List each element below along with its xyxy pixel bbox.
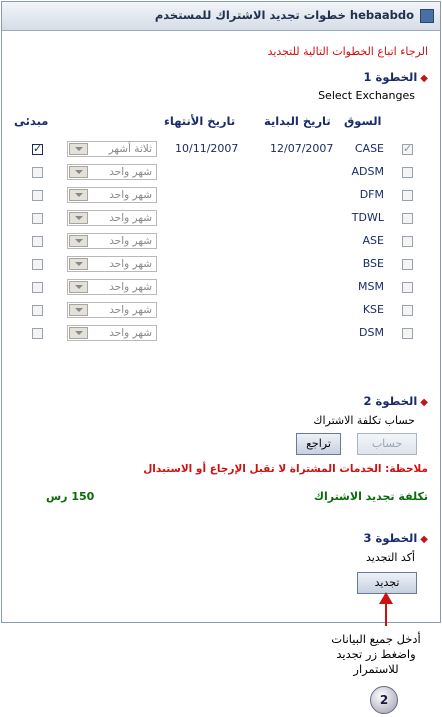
period-select[interactable]: [67, 325, 157, 341]
instruction-note: أدخل جميع البيانات واضغط زر تجديد للاستمرار: [331, 632, 421, 676]
period-value: شهر واحد: [109, 212, 152, 224]
period-select[interactable]: [67, 256, 157, 272]
market-checkbox[interactable]: [402, 328, 413, 339]
market-checkbox[interactable]: [402, 282, 413, 293]
exchange-code: DFM: [359, 188, 384, 201]
step-badge: 2: [370, 686, 398, 714]
period-value: شهر واحد: [109, 304, 152, 316]
step-arrow-icon: ◆: [420, 534, 428, 545]
chevron-down-icon: [69, 212, 88, 224]
end-date: 10/11/2007: [175, 142, 239, 155]
chevron-down-icon: [69, 258, 88, 270]
initial-checkbox[interactable]: [32, 328, 43, 339]
period-value: شهر واحد: [109, 258, 152, 270]
step2-heading: ◆الخطوة 2: [363, 394, 428, 408]
initial-checkbox[interactable]: [32, 282, 43, 293]
exchange-code: TDWL: [351, 211, 384, 224]
intro-text: الرجاء اتباع الخطوات التالية للتجديد: [267, 45, 428, 58]
step1-subtitle: Select Exchanges: [318, 89, 415, 102]
window-title: hebaabdo خطوات تجديد الاشتراك للمستخدم: [154, 8, 414, 22]
period-select[interactable]: [67, 141, 157, 157]
cost-value: 150 رس: [46, 490, 95, 503]
chevron-down-icon: [69, 281, 88, 293]
period-select[interactable]: [67, 164, 157, 180]
header-market: السوق: [344, 114, 382, 128]
initial-checkbox[interactable]: [32, 259, 43, 270]
period-value: شهر واحد: [109, 327, 152, 339]
chevron-down-icon: [69, 166, 88, 178]
period-select[interactable]: [67, 302, 157, 318]
exchange-code: ASE: [362, 234, 384, 247]
period-value: شهر واحد: [109, 235, 152, 247]
header-initial: مبدئى: [14, 114, 49, 128]
start-date: 12/07/2007: [270, 142, 334, 155]
step-arrow-icon: ◆: [420, 73, 428, 84]
exchange-code: DSM: [359, 326, 384, 339]
market-checkbox[interactable]: [402, 213, 413, 224]
step3-subtitle: أكد التجديد: [365, 551, 415, 564]
step1-heading: ◆الخطوة 1: [363, 70, 428, 84]
period-value: شهر واحد: [109, 166, 152, 178]
market-checkbox[interactable]: [402, 167, 413, 178]
market-checkbox[interactable]: [402, 259, 413, 270]
period-select[interactable]: [67, 233, 157, 249]
exchange-code: BSE: [362, 257, 384, 270]
title-bar: [2, 2, 440, 31]
chevron-down-icon: [69, 235, 88, 247]
chevron-down-icon: [69, 304, 88, 316]
exchange-code: CASE: [354, 142, 384, 155]
step2-subtitle: حساب تكلفة الاشتراك: [313, 414, 415, 427]
header-end-date: تاريخ الأنتهاء: [164, 114, 236, 128]
period-value: شهر واحد: [109, 281, 152, 293]
period-value: ثلاثة أشهر: [108, 143, 152, 155]
initial-checkbox[interactable]: [32, 213, 43, 224]
market-checkbox[interactable]: [402, 305, 413, 316]
market-checkbox[interactable]: [402, 236, 413, 247]
back-button[interactable]: تراجع: [296, 433, 341, 455]
chevron-down-icon: [69, 189, 88, 201]
exchange-code: KSE: [362, 303, 384, 316]
exchange-code: MSM: [358, 280, 384, 293]
initial-checkbox[interactable]: [32, 190, 43, 201]
exchange-code: ADSM: [351, 165, 384, 178]
period-select[interactable]: [67, 187, 157, 203]
chevron-down-icon: [69, 143, 88, 155]
initial-checkbox[interactable]: [32, 236, 43, 247]
window-icon: [420, 9, 434, 23]
chevron-down-icon: [69, 327, 88, 339]
period-value: شهر واحد: [109, 189, 152, 201]
renew-button[interactable]: تجديد: [357, 572, 417, 594]
initial-checkbox[interactable]: [32, 167, 43, 178]
cost-label: تكلفة تجديد الاشتراك: [313, 490, 428, 503]
market-checkbox[interactable]: [402, 144, 413, 155]
pointer-arrow-shaft: [385, 603, 387, 626]
step-arrow-icon: ◆: [420, 397, 428, 408]
market-checkbox[interactable]: [402, 190, 413, 201]
step3-heading: ◆الخطوة 3: [363, 531, 428, 545]
warning-text: ملاحظة: الخدمات المشتراة لا تقبل الإرجاع أو الاستبدال: [143, 463, 428, 475]
header-start-date: تاريخ البداية: [264, 114, 331, 128]
initial-checkbox[interactable]: [32, 144, 43, 155]
period-select[interactable]: [67, 210, 157, 226]
initial-checkbox[interactable]: [32, 305, 43, 316]
renewal-panel: [1, 1, 441, 623]
period-select[interactable]: [67, 279, 157, 295]
calculate-button[interactable]: حساب: [357, 433, 417, 455]
